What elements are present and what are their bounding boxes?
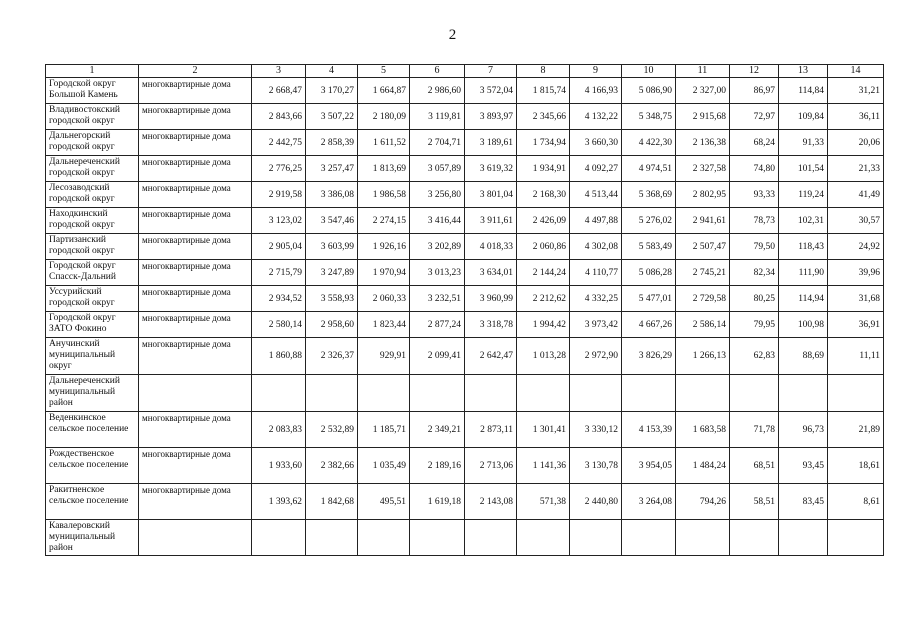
column-number: 14	[828, 65, 884, 78]
value-cell: 2 729,58	[676, 286, 730, 312]
housing-type: многоквартирные дома	[139, 208, 252, 234]
value-cell: 3 318,78	[465, 312, 517, 338]
value-cell: 5 086,90	[622, 78, 676, 104]
page-number: 2	[448, 27, 457, 43]
value-cell: 3 202,89	[410, 234, 465, 260]
value-cell: 4 166,93	[570, 78, 622, 104]
value-cell: 3 232,51	[410, 286, 465, 312]
value-cell: 1 393,62	[252, 484, 306, 520]
value-cell: 4 332,25	[570, 286, 622, 312]
municipality-name: Городской округ ЗАТО Фокино	[46, 312, 139, 338]
value-cell: 2 274,15	[358, 208, 410, 234]
housing-type: многоквартирные дома	[139, 78, 252, 104]
value-cell: 3 123,02	[252, 208, 306, 234]
value-cell: 2 877,24	[410, 312, 465, 338]
value-cell: 1 842,68	[306, 484, 358, 520]
value-cell: 4 302,08	[570, 234, 622, 260]
value-cell: 794,26	[676, 484, 730, 520]
value-cell: 1 926,16	[358, 234, 410, 260]
value-cell: 2 083,83	[252, 412, 306, 448]
value-cell: 1 970,94	[358, 260, 410, 286]
value-cell: 114,94	[779, 286, 828, 312]
value-cell: 1 484,24	[676, 448, 730, 484]
housing-type: многоквартирные дома	[139, 104, 252, 130]
value-cell: 118,43	[779, 234, 828, 260]
value-cell: 2 934,52	[252, 286, 306, 312]
value-cell: 2 776,25	[252, 156, 306, 182]
table-row	[46, 312, 884, 338]
column-number: 1	[46, 65, 139, 78]
housing-type	[139, 520, 252, 556]
value-cell: 2 426,09	[517, 208, 570, 234]
value-cell	[465, 520, 517, 556]
value-cell: 80,25	[730, 286, 779, 312]
table-row	[46, 286, 884, 312]
value-cell: 36,91	[828, 312, 884, 338]
value-cell	[410, 375, 465, 412]
table-row	[46, 260, 884, 286]
value-cell: 3 954,05	[622, 448, 676, 484]
table-row	[46, 78, 884, 104]
value-cell: 68,24	[730, 130, 779, 156]
value-cell: 5 583,49	[622, 234, 676, 260]
value-cell: 3 603,99	[306, 234, 358, 260]
value-cell: 4 132,22	[570, 104, 622, 130]
value-cell: 2 532,89	[306, 412, 358, 448]
value-cell: 3 416,44	[410, 208, 465, 234]
value-cell: 2 958,60	[306, 312, 358, 338]
value-cell: 3 619,32	[465, 156, 517, 182]
value-cell	[779, 520, 828, 556]
column-number: 5	[358, 65, 410, 78]
value-cell: 2 212,62	[517, 286, 570, 312]
value-cell: 1 611,52	[358, 130, 410, 156]
table-row	[46, 338, 884, 375]
value-cell: 119,24	[779, 182, 828, 208]
value-cell: 79,50	[730, 234, 779, 260]
value-cell: 2 327,58	[676, 156, 730, 182]
value-cell: 2 668,47	[252, 78, 306, 104]
value-cell: 1 823,44	[358, 312, 410, 338]
value-cell: 1 266,13	[676, 338, 730, 375]
value-cell: 62,83	[730, 338, 779, 375]
value-cell: 495,51	[358, 484, 410, 520]
value-cell: 58,51	[730, 484, 779, 520]
value-cell: 93,45	[779, 448, 828, 484]
value-cell: 2 060,86	[517, 234, 570, 260]
value-cell: 1 933,60	[252, 448, 306, 484]
value-cell: 39,96	[828, 260, 884, 286]
municipality-name: Кавалеровский муниципальный район	[46, 520, 139, 556]
value-cell: 1 934,91	[517, 156, 570, 182]
column-number: 7	[465, 65, 517, 78]
value-cell: 91,33	[779, 130, 828, 156]
value-cell	[306, 520, 358, 556]
tariff-table	[45, 64, 884, 556]
value-cell	[252, 375, 306, 412]
value-cell: 1 813,69	[358, 156, 410, 182]
value-cell	[828, 520, 884, 556]
value-cell: 4 497,88	[570, 208, 622, 234]
value-cell: 3 057,89	[410, 156, 465, 182]
table-row	[46, 208, 884, 234]
municipality-name: Владивостокский городской округ	[46, 104, 139, 130]
housing-type	[139, 375, 252, 412]
value-cell: 2 507,47	[676, 234, 730, 260]
value-cell: 71,78	[730, 412, 779, 448]
value-cell: 83,45	[779, 484, 828, 520]
value-cell: 100,98	[779, 312, 828, 338]
table-body	[46, 78, 884, 556]
value-cell: 2 802,95	[676, 182, 730, 208]
housing-type: многоквартирные дома	[139, 412, 252, 448]
municipality-name: Анучинский муниципальный округ	[46, 338, 139, 375]
value-cell: 31,68	[828, 286, 884, 312]
value-cell: 2 858,39	[306, 130, 358, 156]
municipality-name: Дальнереченский городской округ	[46, 156, 139, 182]
value-cell: 2 919,58	[252, 182, 306, 208]
value-cell: 21,33	[828, 156, 884, 182]
value-cell: 4 513,44	[570, 182, 622, 208]
value-cell: 96,73	[779, 412, 828, 448]
value-cell: 21,89	[828, 412, 884, 448]
table-row	[46, 234, 884, 260]
value-cell: 1 683,58	[676, 412, 730, 448]
value-cell: 4 153,39	[622, 412, 676, 448]
value-cell: 36,11	[828, 104, 884, 130]
value-cell: 4 018,33	[465, 234, 517, 260]
value-cell: 2 349,21	[410, 412, 465, 448]
value-cell: 2 345,66	[517, 104, 570, 130]
value-cell: 2 099,41	[410, 338, 465, 375]
value-cell: 3 547,46	[306, 208, 358, 234]
value-cell: 1 860,88	[252, 338, 306, 375]
housing-type: многоквартирные дома	[139, 448, 252, 484]
value-cell	[570, 375, 622, 412]
column-number: 12	[730, 65, 779, 78]
value-cell: 2 745,21	[676, 260, 730, 286]
value-cell: 2 442,75	[252, 130, 306, 156]
value-cell	[828, 375, 884, 412]
value-cell: 111,90	[779, 260, 828, 286]
value-cell: 2 136,38	[676, 130, 730, 156]
value-cell: 3 256,80	[410, 182, 465, 208]
table-row	[46, 520, 884, 556]
value-cell	[306, 375, 358, 412]
municipality-name: Веденкинское сельское поселение	[46, 412, 139, 448]
value-cell: 3 170,27	[306, 78, 358, 104]
value-cell: 2 326,37	[306, 338, 358, 375]
value-cell: 2 972,90	[570, 338, 622, 375]
value-cell: 8,61	[828, 484, 884, 520]
value-cell: 3 634,01	[465, 260, 517, 286]
value-cell: 24,92	[828, 234, 884, 260]
table-row	[46, 182, 884, 208]
value-cell	[676, 375, 730, 412]
value-cell	[730, 520, 779, 556]
value-cell	[517, 520, 570, 556]
municipality-name: Находкинский городской округ	[46, 208, 139, 234]
value-cell	[676, 520, 730, 556]
value-cell	[517, 375, 570, 412]
value-cell: 4 110,77	[570, 260, 622, 286]
value-cell	[570, 520, 622, 556]
value-cell: 5 348,75	[622, 104, 676, 130]
housing-type: многоквартирные дома	[139, 312, 252, 338]
value-cell: 5 477,01	[622, 286, 676, 312]
value-cell: 2 143,08	[465, 484, 517, 520]
value-cell: 2 060,33	[358, 286, 410, 312]
value-cell: 68,51	[730, 448, 779, 484]
value-cell: 3 247,89	[306, 260, 358, 286]
value-cell: 1 035,49	[358, 448, 410, 484]
value-cell: 86,97	[730, 78, 779, 104]
value-cell: 1 664,87	[358, 78, 410, 104]
value-cell: 1 734,94	[517, 130, 570, 156]
value-cell: 3 330,12	[570, 412, 622, 448]
municipality-name: Уссурийский городской округ	[46, 286, 139, 312]
value-cell: 3 973,42	[570, 312, 622, 338]
value-cell: 2 180,09	[358, 104, 410, 130]
value-cell: 3 119,81	[410, 104, 465, 130]
value-cell: 2 327,00	[676, 78, 730, 104]
value-cell: 1 994,42	[517, 312, 570, 338]
value-cell: 1 301,41	[517, 412, 570, 448]
value-cell: 3 013,23	[410, 260, 465, 286]
value-cell: 2 642,47	[465, 338, 517, 375]
value-cell	[730, 375, 779, 412]
value-cell: 2 915,68	[676, 104, 730, 130]
column-number: 10	[622, 65, 676, 78]
value-cell	[410, 520, 465, 556]
value-cell: 2 941,61	[676, 208, 730, 234]
value-cell: 2 873,11	[465, 412, 517, 448]
housing-type: многоквартирные дома	[139, 286, 252, 312]
value-cell: 109,84	[779, 104, 828, 130]
value-cell: 4 667,26	[622, 312, 676, 338]
value-cell: 2 704,71	[410, 130, 465, 156]
column-number: 3	[252, 65, 306, 78]
municipality-name: Дальнереченский муниципальный район	[46, 375, 139, 412]
value-cell: 3 572,04	[465, 78, 517, 104]
value-cell: 102,31	[779, 208, 828, 234]
value-cell: 4 092,27	[570, 156, 622, 182]
municipality-name: Городской округ Большой Камень	[46, 78, 139, 104]
housing-type: многоквартирные дома	[139, 234, 252, 260]
value-cell	[358, 375, 410, 412]
value-cell: 4 422,30	[622, 130, 676, 156]
value-cell: 31,21	[828, 78, 884, 104]
column-number: 2	[139, 65, 252, 78]
value-cell: 3 130,78	[570, 448, 622, 484]
value-cell: 1 815,74	[517, 78, 570, 104]
value-cell	[465, 375, 517, 412]
value-cell: 3 660,30	[570, 130, 622, 156]
value-cell: 571,38	[517, 484, 570, 520]
value-cell: 74,80	[730, 156, 779, 182]
municipality-name: Ракитненское сельское поселение	[46, 484, 139, 520]
value-cell: 5 368,69	[622, 182, 676, 208]
value-cell: 2 382,66	[306, 448, 358, 484]
table-row	[46, 484, 884, 520]
column-number-row	[46, 65, 884, 78]
column-number: 13	[779, 65, 828, 78]
table-row	[46, 156, 884, 182]
value-cell: 3 558,93	[306, 286, 358, 312]
housing-type: многоквартирные дома	[139, 260, 252, 286]
table-row	[46, 130, 884, 156]
column-number: 8	[517, 65, 570, 78]
value-cell: 1 013,28	[517, 338, 570, 375]
value-cell: 88,69	[779, 338, 828, 375]
value-cell	[622, 520, 676, 556]
value-cell: 82,34	[730, 260, 779, 286]
column-number: 6	[410, 65, 465, 78]
value-cell: 2 586,14	[676, 312, 730, 338]
value-cell: 11,11	[828, 338, 884, 375]
value-cell: 1 986,58	[358, 182, 410, 208]
table-row	[46, 412, 884, 448]
column-number: 9	[570, 65, 622, 78]
value-cell: 3 960,99	[465, 286, 517, 312]
value-cell: 1 185,71	[358, 412, 410, 448]
housing-type: многоквартирные дома	[139, 484, 252, 520]
value-cell	[622, 375, 676, 412]
value-cell: 2 986,60	[410, 78, 465, 104]
value-cell: 20,06	[828, 130, 884, 156]
housing-type: многоквартирные дома	[139, 130, 252, 156]
value-cell: 3 257,47	[306, 156, 358, 182]
value-cell: 78,73	[730, 208, 779, 234]
value-cell: 3 826,29	[622, 338, 676, 375]
value-cell: 3 264,08	[622, 484, 676, 520]
value-cell	[779, 375, 828, 412]
housing-type: многоквартирные дома	[139, 338, 252, 375]
value-cell: 929,91	[358, 338, 410, 375]
municipality-name: Партизанский городской округ	[46, 234, 139, 260]
municipality-name: Дальнегорский городской округ	[46, 130, 139, 156]
value-cell: 2 580,14	[252, 312, 306, 338]
value-cell: 18,61	[828, 448, 884, 484]
value-cell	[252, 520, 306, 556]
column-number: 11	[676, 65, 730, 78]
value-cell: 2 713,06	[465, 448, 517, 484]
value-cell: 114,84	[779, 78, 828, 104]
value-cell: 3 507,22	[306, 104, 358, 130]
value-cell: 3 911,61	[465, 208, 517, 234]
table-row	[46, 375, 884, 412]
housing-type: многоквартирные дома	[139, 156, 252, 182]
value-cell: 30,57	[828, 208, 884, 234]
value-cell: 2 843,66	[252, 104, 306, 130]
value-cell: 79,95	[730, 312, 779, 338]
value-cell: 93,33	[730, 182, 779, 208]
value-cell: 101,54	[779, 156, 828, 182]
value-cell: 1 619,18	[410, 484, 465, 520]
table-row	[46, 104, 884, 130]
value-cell: 2 715,79	[252, 260, 306, 286]
value-cell: 5 276,02	[622, 208, 676, 234]
value-cell: 1 141,36	[517, 448, 570, 484]
value-cell: 3 893,97	[465, 104, 517, 130]
value-cell: 2 440,80	[570, 484, 622, 520]
column-number: 4	[306, 65, 358, 78]
value-cell: 5 086,28	[622, 260, 676, 286]
value-cell: 4 974,51	[622, 156, 676, 182]
table-row	[46, 448, 884, 484]
value-cell: 41,49	[828, 182, 884, 208]
value-cell: 72,97	[730, 104, 779, 130]
value-cell: 2 189,16	[410, 448, 465, 484]
value-cell: 2 905,04	[252, 234, 306, 260]
value-cell: 3 386,08	[306, 182, 358, 208]
value-cell: 3 189,61	[465, 130, 517, 156]
value-cell	[358, 520, 410, 556]
municipality-name: Городской округ Спасск-Дальний	[46, 260, 139, 286]
value-cell: 2 168,30	[517, 182, 570, 208]
value-cell: 3 801,04	[465, 182, 517, 208]
value-cell: 2 144,24	[517, 260, 570, 286]
municipality-name: Рождественское сельское поселение	[46, 448, 139, 484]
municipality-name: Лесозаводский городской округ	[46, 182, 139, 208]
housing-type: многоквартирные дома	[139, 182, 252, 208]
